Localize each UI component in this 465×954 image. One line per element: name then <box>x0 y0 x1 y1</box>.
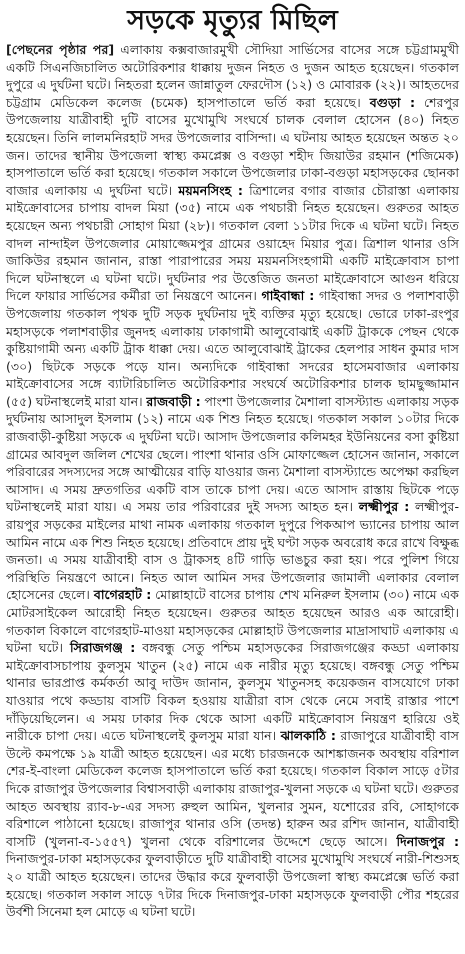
article-body <box>6 41 459 921</box>
dateline-location: রাজবাড়ী : <box>146 393 201 409</box>
dateline-location: ময়মনসিংহ : <box>178 182 243 198</box>
article-text-segment: লক্ষ্মীপুর-রায়পুর সড়কের মাইলের মাথা নামক এলাকায় গতকাল দুপুরে পিকআপ ভ্যানের চাপায় আল আমিন নামে এক শিশু নিহত হয়েছে। প্রতিবাদে প্রায় দুই ঘণ্টা সড়ক অবরোধ করে রাখে বিক্ষুব্ধ জনতা। এ সময় যাত্রীবাহী বাস ও ট্রাকসহ ৪টি গাড়ি ভাঙচুর করা হয়। পরে পুলিশ গিয়ে পরিস্থিতি নিয়ন্ত্রণে আনে। নিহত আল আমিন সদর উপজেলার জামালী এলাকার বেলাল হোসেনের ছেলে। <box>6 499 459 603</box>
article-text-segment: বঙ্গবন্ধু সেতু পশ্চিম মহাসড়কের সিরাজগঞ্জের কড্ডা এলাকায় মাইক্রোবাসচাপায় কুলসুম খাতুন (২৫) নামে এক নারীর মৃত্যু হয়েছে। বঙ্গবন্ধু সেতু পশ্চিম থানার ভারপ্রাপ্ত কর্মকর্তা আবু দাউদ জানান, কুলসুম খাতুনসহ কয়েকজন বাসযোগে ঢাকা যাওয়ার পথে কড্ডায় বাসটি বিকল হওয়ায় যাত্রীরা বাস থেকে নেমে সবাই রাস্তার পাশে দাঁড়িয়েছিলেন। এ সময় ঢাকার দিক থেকে আসা একটি মাইক্রোবাস নিয়ন্ত্রণ হারিয়ে ওই নারীকে চাপা দেয়। এতে ঘটনাস্থলেই কুলসুম মারা যান। <box>6 640 459 744</box>
dateline-location: ঝালকাঠি : <box>280 728 336 744</box>
continuation-marker: [পেছনের পৃষ্ঠার পর] <box>6 42 115 57</box>
article-text-segment: ত্রিশালের বগার বাজার চৌরাস্তা এলাকায় মাইক্রোবাসের চাপায় বাদল মিয়া (৩৫) নামে এক পথচারী নিহত হয়েছেন। গুরুতর আহত হয়েছেন অন্য পথচারী সোহাগ মিয়া (২৮)। গতকাল বেলা ১১টার দিকে এ ঘটনা ঘটে। নিহত বাদল নান্দাইল উপজেলার মোয়াজ্জেমপুর গ্রামের ওয়াহেদ মিয়ার পুত্র। ত্রিশাল থানার ওসি জাকিউর রহমান জানান, রাস্তা পারাপারের সময় ময়মনসিংহগামী একটি মাইক্রোবাস চাপা দিলে ঘটনাস্থলে এ ঘটনা ঘটে। দুর্ঘটনার পর উত্তেজিত জনতা মাইক্রোবাসে আগুন ধরিয়ে দিলে ফায়ার সার্ভিসের কর্মীরা তা নিয়ন্ত্রণে আনেন। <box>6 182 459 304</box>
dateline-location: দিনাজপুর : <box>396 833 459 849</box>
dateline-location: বাগেরহাট : <box>93 587 152 603</box>
dateline-location: বগুড়া : <box>369 94 415 110</box>
article-text-segment: রাজাপুরে যাত্রীবাহী বাস উল্টে কমপক্ষে ১৯ যাত্রী আহত হয়েছেন। এর মধ্যে চারজনকে আশঙ্কাজনক অবস্থায় বরিশাল শের-ই-বাংলা মেডিকেল কলেজ হাসপাতালে ভর্তি করা হয়েছে। গতকাল বিকাল সাড়ে ৫টার দিকে রাজাপুর উপজেলার বিশ্বাসবাড়ী এলাকায় রাজাপুর-খুলনা সড়কে এ ঘটনা ঘটে। গুরুতর আহত অবস্থায় র‌্যাব-৮-এর সদস্য রুহুল আমিন, খুলনার সুমন, যশোরের রবি, সোহাগকে বরিশালে পাঠানো হয়েছে। রাজাপুর থানার ওসি (তদন্ত) হারুন অর রশিদ জানান, যাত্রীবাহী বাসটি (খুলনা-ব-১৫৫৭) খুলনা থেকে বরিশালের উদ্দেশে ছেড়ে আসে। <box>6 728 459 849</box>
article-text-segment: পাংশা উপজেলার মৈশালা বাসস্ট্যান্ড এলাকায় সড়ক দুর্ঘটনায় আসাদুল ইসলাম (১২) নামে এক শিশু নিহত হয়েছে। গতকাল সকাল ১০টার দিকে রাজবাড়ী-কুষ্টিয়া সড়কে এ দুর্ঘটনা ঘটে। আসাদ উপজেলার কলিমহর ইউনিয়নের বসা কুষ্টিয়া গ্রামের আবদুল জলিল শেখের ছেলে। পাংশা থানার ওসি মোফাজ্জেল হোসেন জানান, সকালে পরিবারের সদস্যদের সঙ্গে আত্মীয়ের বাড়ি যাওয়ার জন্য মৈশালা বাসস্ট্যান্ডে অপেক্ষা করছিল আসাদ। এ সময় দ্রুতগতির একটি বাস তাকে চাপা দেয়। এতে আসাদ রাস্তায় ছিটকে পড়ে ঘটনাস্থলেই মারা যায়। এ সময় তার পরিবারের দুই সদস্য আহত হন। <box>6 393 459 515</box>
article-text-segment: দিনাজপুর-ঢাকা মহাসড়কের ফুলবাড়ীতে দুটি যাত্রীবাহী বাসের মুখোমুখি সংঘর্ষে নারী-শিশুসহ ২০ যাত্রী আহত হয়েছেন। তাদের উদ্ধার করে ফুলবাড়ী উপজেলা স্বাস্থ্য কমপ্লেক্সে ভর্তি করা হয়েছে। গতকাল সকাল সাড়ে ৭টার দিকে দিনাজপুর-ঢাকা মহাসড়কে ফুলবাড়ী পৌর শহরের উর্বশী সিনেমা হল মোড়ে এ ঘটনা ঘটে। <box>6 851 459 920</box>
article-text-segment: এলাকায় কক্সবাজারমুখী সৌদিয়া সার্ভিসের বাসের সঙ্গে চট্টগ্রামমুখী একটি সিএনজিচালিত অটোরিকশার ধাক্কায় দুজন নিহত ও দুজন আহত হয়েছেন। গতকাল দুপুরে এ দুর্ঘটনা ঘটে। নিহতরা হলেন জান্নাতুল ফেরদৌস (১২) ও মোবারক (২২)। আহতদের চট্টগ্রাম মেডিকেল কলেজ (চমেক) হাসপাতালে ভর্তি করা হয়েছে। <box>6 42 459 110</box>
dateline-location: লক্ষ্মীপুর : <box>358 499 410 515</box>
article-text-segment: মোল্লাহাটে বাসের চাপায় শেখ মনিরুল ইসলাম (৩০) নামে এক মোটরসাইকেল আরোহী নিহত হয়েছেন। গুরুতর আহত হয়েছেন আরও এক আরোহী। গতকাল বিকালে বাগেরহাট-মাওয়া মহাসড়কের মোল্লাহাট উপজেলার মাদ্রাসাঘাট এলাকায় এ ঘটনা ঘটে। <box>6 587 459 656</box>
dateline-location: গাইবান্ধা : <box>261 288 315 304</box>
article-text-segment: গাইবান্ধা সদর ও পলাশবাড়ী উপজেলায় গতকাল পৃথক দুটি সড়ক দুর্ঘটনায় দুই ব্যক্তির মৃত্যু হয়েছে। ভোরে ঢাকা-রংপুর মহাসড়কে পলাশবাড়ীর জুনদহ এলাকায় ঢাকাগামী আলুবোঝাই একটি ট্রাককে পেছন থেকে কুষ্টিয়াগামী অন্য একটি ট্রাক ধাক্কা দেয়। এতে আলুবোঝাই ট্রাকের হেলপার সাধন কুমার দাস (৩০) ছিটকে সড়কে পড়ে যান। অন্যদিকে গাইবান্ধা সদরের হাসেমবাজার এলাকায় মাইক্রোবাসের সঙ্গে ব্যাটারিচালিত অটোরিকশার সংঘর্ষে অটোরিকশার চালক ছামছুজ্জামান (৫৫) ঘটনাস্থলেই মারা যান। <box>6 288 459 409</box>
article-text-segment: শেরপুর উপজেলায় যাত্রীবাহী দুটি বাসের মুখোমুখি সংঘর্ষে চালক বেলাল হোসেন (৪০) নিহত হয়েছেন। তিনি লালমনিরহাট সদর উপজেলার বাসিন্দা। এ ঘটনায় আহত হয়েছেন অন্তত ২০ জন। তাদের স্থানীয় উপজেলা স্বাস্থ্য কমপ্লেক্স ও বগুড়া শহীদ জিয়াউর রহমান (শজিমেক) হাসপাতালে ভর্তি করা হয়েছে। গতকাল সকালে উপজেলার ঢাকা-বগুড়া মহাসড়কের ছোনকা বাজার এলাকায় এ দুর্ঘটনা ঘটে। <box>6 94 459 198</box>
headline: সড়কে মৃত্যুর মিছিল <box>127 5 338 36</box>
dateline-location: সিরাজগঞ্জ : <box>70 640 136 656</box>
